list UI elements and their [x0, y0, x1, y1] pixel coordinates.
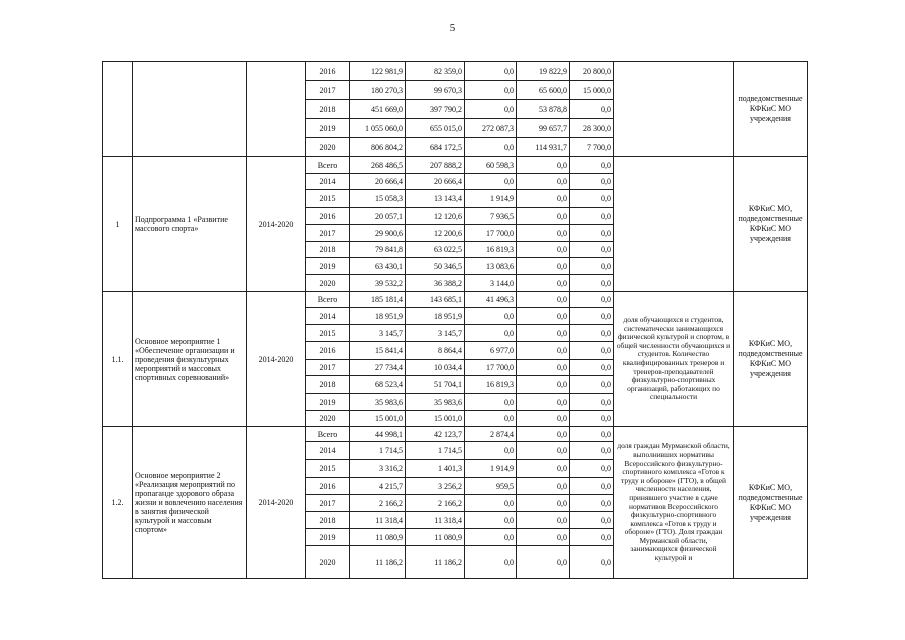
local-budget-value: 0,0: [517, 460, 570, 478]
target-indicator: доля граждан Мурманской области, выполнивших нормативы Всероссийского физкультурно-спортивного комплекса «Готов к труду и обороне» (ГТО), в общей численности населения, принявшего участие в сдаче нормативов Всероссийского физкультурно-спортивного комплекса «Готов к труду и обороне» (ГТО). Доля граждан Мурманской области, занимающихся физической культурой и: [614, 427, 734, 579]
year-cell: Всего: [306, 292, 350, 308]
implementation-period: 2014-2020: [247, 292, 306, 427]
extra-budget-value: 28 300,0: [570, 119, 614, 138]
total-value: 63 430,1: [350, 258, 406, 275]
year-cell: 2018: [306, 100, 350, 119]
regional-budget-value: 12 120,6: [406, 208, 465, 225]
item-name: Основное мероприятие 2 «Реализация мероприятий по пропаганде здорового образа жизни и вовлечению населения в занятия физической культурой и массовым спортом»: [133, 427, 247, 579]
extra-budget-value: 0,0: [570, 225, 614, 242]
extra-budget-value: 0,0: [570, 442, 614, 460]
federal-budget-value: 17 700,0: [465, 360, 517, 376]
table-row: [103, 157, 808, 174]
year-cell: 2017: [306, 225, 350, 242]
total-value: 3 316,2: [350, 460, 406, 478]
program-funding-table: [102, 61, 808, 579]
regional-budget-value: 207 888,2: [406, 157, 465, 174]
regional-budget-value: 42 123,7: [406, 427, 465, 442]
local-budget-value: 0,0: [517, 292, 570, 308]
local-budget-value: 0,0: [517, 225, 570, 242]
extra-budget-value: 0,0: [570, 258, 614, 275]
extra-budget-value: 0,0: [570, 292, 614, 308]
year-cell: 2019: [306, 119, 350, 138]
federal-budget-value: 0,0: [465, 325, 517, 342]
federal-budget-value: 1 914,9: [465, 190, 517, 208]
year-cell: 2014: [306, 442, 350, 460]
federal-budget-value: 0,0: [465, 62, 517, 81]
extra-budget-value: 0,0: [570, 376, 614, 394]
extra-budget-value: 0,0: [570, 427, 614, 442]
total-value: 180 270,3: [350, 81, 406, 100]
responsible-executor: КФКиС МО, подведомственные КФКиС МО учреждения: [734, 427, 808, 579]
regional-budget-value: 10 034,4: [406, 360, 465, 376]
local-budget-value: 0,0: [517, 190, 570, 208]
federal-budget-value: 2 874,4: [465, 427, 517, 442]
extra-budget-value: 0,0: [570, 360, 614, 376]
total-value: 20 666,4: [350, 174, 406, 190]
total-value: 15 001,0: [350, 411, 406, 427]
total-value: 29 900,6: [350, 225, 406, 242]
federal-budget-value: 0,0: [465, 546, 517, 579]
regional-budget-value: 3 145,7: [406, 325, 465, 342]
year-cell: 2019: [306, 394, 350, 411]
table-row: [103, 292, 808, 308]
total-value: 15 058,3: [350, 190, 406, 208]
federal-budget-value: 7 936,5: [465, 208, 517, 225]
local-budget-value: 99 657,7: [517, 119, 570, 138]
year-cell: 2019: [306, 529, 350, 546]
responsible-executor: КФКиС МО, подведомственные КФКиС МО учреждения: [734, 292, 808, 427]
extra-budget-value: 0,0: [570, 242, 614, 258]
local-budget-value: 0,0: [517, 546, 570, 579]
regional-budget-value: 13 143,4: [406, 190, 465, 208]
year-cell: 2020: [306, 411, 350, 427]
federal-budget-value: 1 914,9: [465, 460, 517, 478]
year-cell: 2017: [306, 495, 350, 512]
total-value: 11 186,2: [350, 546, 406, 579]
extra-budget-value: 0,0: [570, 275, 614, 292]
extra-budget-value: 0,0: [570, 546, 614, 579]
regional-budget-value: 1 714,5: [406, 442, 465, 460]
federal-budget-value: 272 087,3: [465, 119, 517, 138]
extra-budget-value: 7 700,0: [570, 138, 614, 157]
regional-budget-value: 20 666,4: [406, 174, 465, 190]
local-budget-value: 0,0: [517, 376, 570, 394]
local-budget-value: 0,0: [517, 442, 570, 460]
year-cell: 2019: [306, 258, 350, 275]
total-value: 79 841,8: [350, 242, 406, 258]
federal-budget-value: 60 598,3: [465, 157, 517, 174]
extra-budget-value: 20 800,0: [570, 62, 614, 81]
regional-budget-value: 82 359,0: [406, 62, 465, 81]
regional-budget-value: 397 790,2: [406, 100, 465, 119]
federal-budget-value: 0,0: [465, 308, 517, 325]
federal-budget-value: 0,0: [465, 394, 517, 411]
regional-budget-value: 8 864,4: [406, 342, 465, 360]
extra-budget-value: 0,0: [570, 478, 614, 495]
local-budget-value: 0,0: [517, 258, 570, 275]
regional-budget-value: 12 200,6: [406, 225, 465, 242]
implementation-period: 2014-2020: [247, 157, 306, 292]
item-name: Подпрограмма 1 «Развитие массового спорта»: [133, 157, 247, 292]
item-number: 1: [103, 157, 133, 292]
local-budget-value: 0,0: [517, 157, 570, 174]
target-indicator: [614, 62, 734, 157]
regional-budget-value: 11 318,4: [406, 512, 465, 529]
local-budget-value: 114 931,7: [517, 138, 570, 157]
federal-budget-value: 0,0: [465, 81, 517, 100]
item-number: 1.2.: [103, 427, 133, 579]
federal-budget-value: 13 083,6: [465, 258, 517, 275]
local-budget-value: 0,0: [517, 275, 570, 292]
target-indicator: доля обучающихся и студентов, систематически занимающихся физической культурой и спортом, в общей численности обучающихся и студентов. Количество квалифицированных тренеров и тренеров-преподавателей физкультурно-спортивных организаций, работающих по специальности: [614, 292, 734, 427]
federal-budget-value: 0,0: [465, 174, 517, 190]
year-cell: 2018: [306, 512, 350, 529]
year-cell: 2014: [306, 174, 350, 190]
local-budget-value: 0,0: [517, 394, 570, 411]
total-value: 1 714,5: [350, 442, 406, 460]
total-value: 806 804,2: [350, 138, 406, 157]
federal-budget-value: 0,0: [465, 442, 517, 460]
regional-budget-value: 11 186,2: [406, 546, 465, 579]
total-value: 39 532,2: [350, 275, 406, 292]
extra-budget-value: 0,0: [570, 100, 614, 119]
local-budget-value: 53 878,8: [517, 100, 570, 119]
year-cell: 2016: [306, 342, 350, 360]
total-value: 122 981,9: [350, 62, 406, 81]
year-cell: Всего: [306, 427, 350, 442]
extra-budget-value: 15 000,0: [570, 81, 614, 100]
federal-budget-value: 0,0: [465, 100, 517, 119]
extra-budget-value: 0,0: [570, 411, 614, 427]
total-value: 4 215,7: [350, 478, 406, 495]
implementation-period: 2014-2020: [247, 427, 306, 579]
extra-budget-value: 0,0: [570, 394, 614, 411]
local-budget-value: 65 600,0: [517, 81, 570, 100]
local-budget-value: 0,0: [517, 208, 570, 225]
year-cell: 2014: [306, 308, 350, 325]
total-value: 18 951,9: [350, 308, 406, 325]
total-value: 11 080,9: [350, 529, 406, 546]
federal-budget-value: 3 144,0: [465, 275, 517, 292]
extra-budget-value: 0,0: [570, 174, 614, 190]
responsible-executor: подведомственные КФКиС МО учреждения: [734, 62, 808, 157]
federal-budget-value: 17 700,0: [465, 225, 517, 242]
federal-budget-value: 16 819,3: [465, 242, 517, 258]
regional-budget-value: 51 704,1: [406, 376, 465, 394]
regional-budget-value: 2 166,2: [406, 495, 465, 512]
regional-budget-value: 63 022,5: [406, 242, 465, 258]
item-number: 1.1.: [103, 292, 133, 427]
regional-budget-value: 99 670,3: [406, 81, 465, 100]
total-value: 2 166,2: [350, 495, 406, 512]
total-value: 1 055 060,0: [350, 119, 406, 138]
total-value: 68 523,4: [350, 376, 406, 394]
year-cell: 2018: [306, 376, 350, 394]
total-value: 268 486,5: [350, 157, 406, 174]
extra-budget-value: 0,0: [570, 495, 614, 512]
year-cell: Всего: [306, 157, 350, 174]
regional-budget-value: 18 951,9: [406, 308, 465, 325]
total-value: 27 734,4: [350, 360, 406, 376]
total-value: 185 181,4: [350, 292, 406, 308]
table-row: [103, 62, 808, 81]
total-value: 11 318,4: [350, 512, 406, 529]
year-cell: 2016: [306, 208, 350, 225]
item-number: [103, 62, 133, 157]
local-budget-value: 0,0: [517, 495, 570, 512]
year-cell: 2018: [306, 242, 350, 258]
extra-budget-value: 0,0: [570, 512, 614, 529]
federal-budget-value: 0,0: [465, 411, 517, 427]
local-budget-value: 0,0: [517, 411, 570, 427]
extra-budget-value: 0,0: [570, 157, 614, 174]
regional-budget-value: 36 388,2: [406, 275, 465, 292]
page-number: 5: [449, 22, 456, 34]
year-cell: 2015: [306, 325, 350, 342]
federal-budget-value: 0,0: [465, 138, 517, 157]
total-value: 35 983,6: [350, 394, 406, 411]
regional-budget-value: 50 346,5: [406, 258, 465, 275]
total-value: 3 145,7: [350, 325, 406, 342]
extra-budget-value: 0,0: [570, 325, 614, 342]
federal-budget-value: 16 819,3: [465, 376, 517, 394]
federal-budget-value: 0,0: [465, 529, 517, 546]
regional-budget-value: 35 983,6: [406, 394, 465, 411]
local-budget-value: 0,0: [517, 242, 570, 258]
extra-budget-value: 0,0: [570, 460, 614, 478]
extra-budget-value: 0,0: [570, 308, 614, 325]
responsible-executor: КФКиС МО, подведомственные КФКиС МО учреждения: [734, 157, 808, 292]
year-cell: 2015: [306, 460, 350, 478]
local-budget-value: 0,0: [517, 512, 570, 529]
local-budget-value: 19 822,9: [517, 62, 570, 81]
implementation-period: [247, 62, 306, 157]
regional-budget-value: 655 015,0: [406, 119, 465, 138]
extra-budget-value: 0,0: [570, 208, 614, 225]
year-cell: 2020: [306, 546, 350, 579]
regional-budget-value: 143 685,1: [406, 292, 465, 308]
regional-budget-value: 11 080,9: [406, 529, 465, 546]
total-value: 15 841,4: [350, 342, 406, 360]
local-budget-value: 0,0: [517, 529, 570, 546]
local-budget-value: 0,0: [517, 325, 570, 342]
item-name: [133, 62, 247, 157]
year-cell: 2016: [306, 62, 350, 81]
year-cell: 2020: [306, 275, 350, 292]
table-row: [103, 427, 808, 442]
year-cell: 2016: [306, 478, 350, 495]
local-budget-value: 0,0: [517, 360, 570, 376]
federal-budget-value: 41 496,3: [465, 292, 517, 308]
item-name: Основное мероприятие 1 «Обеспечение организации и проведения физкультурных мероприятий и массовых спортивных соревнований»: [133, 292, 247, 427]
year-cell: 2017: [306, 360, 350, 376]
total-value: 451 669,0: [350, 100, 406, 119]
target-indicator: [614, 157, 734, 292]
extra-budget-value: 0,0: [570, 342, 614, 360]
total-value: 20 057,1: [350, 208, 406, 225]
total-value: 44 998,1: [350, 427, 406, 442]
local-budget-value: 0,0: [517, 174, 570, 190]
regional-budget-value: 684 172,5: [406, 138, 465, 157]
year-cell: 2017: [306, 81, 350, 100]
year-cell: 2020: [306, 138, 350, 157]
federal-budget-value: 0,0: [465, 512, 517, 529]
federal-budget-value: 0,0: [465, 495, 517, 512]
federal-budget-value: 959,5: [465, 478, 517, 495]
extra-budget-value: 0,0: [570, 190, 614, 208]
extra-budget-value: 0,0: [570, 529, 614, 546]
regional-budget-value: 3 256,2: [406, 478, 465, 495]
regional-budget-value: 1 401,3: [406, 460, 465, 478]
local-budget-value: 0,0: [517, 427, 570, 442]
local-budget-value: 0,0: [517, 342, 570, 360]
regional-budget-value: 15 001,0: [406, 411, 465, 427]
local-budget-value: 0,0: [517, 308, 570, 325]
federal-budget-value: 6 977,0: [465, 342, 517, 360]
year-cell: 2015: [306, 190, 350, 208]
local-budget-value: 0,0: [517, 478, 570, 495]
